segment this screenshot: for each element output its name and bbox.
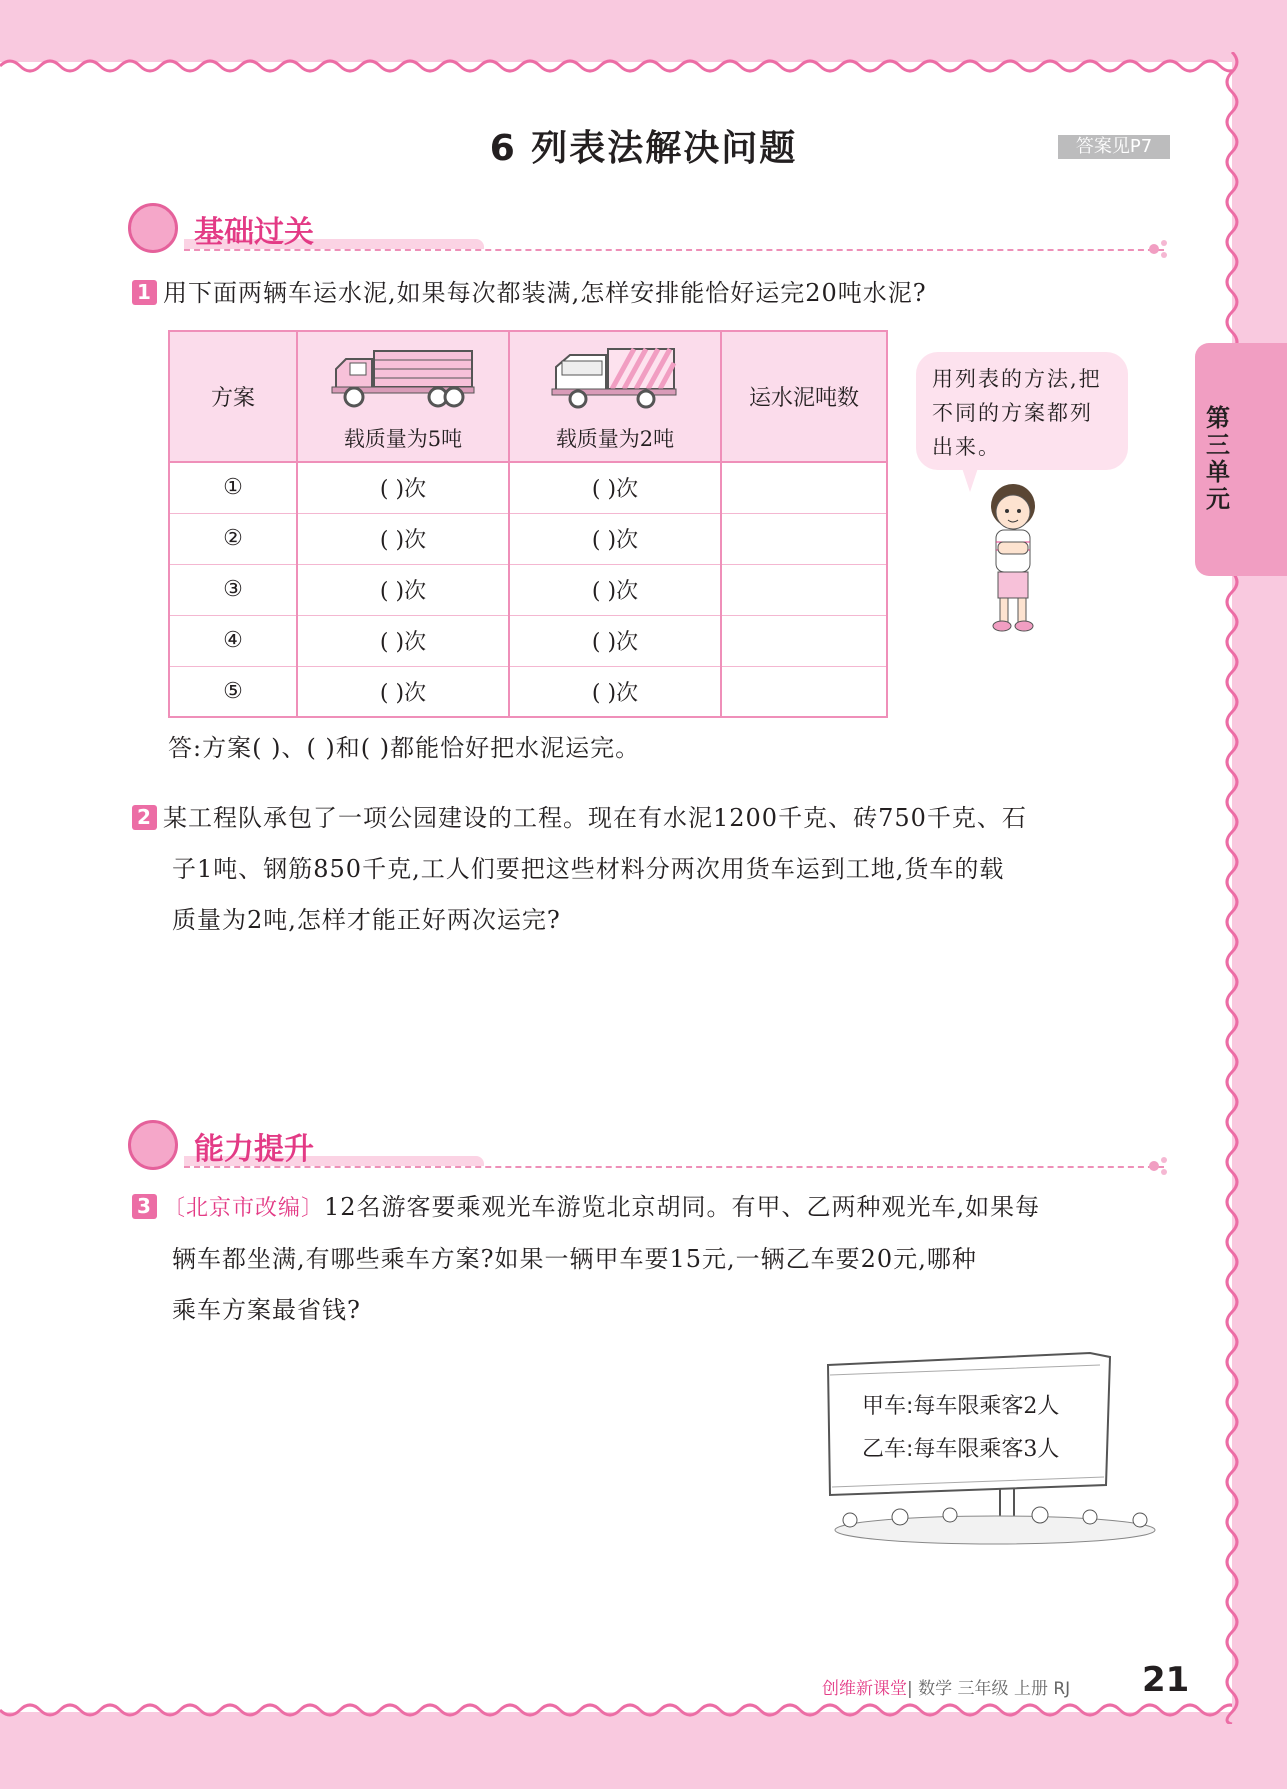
question-text-line2: 子1吨、钢筋850千克,工人们要把这些材料分两次用货车运到工地,货车的载: [172, 855, 1005, 883]
truck-2t-caption: 载质量为2吨: [555, 426, 675, 451]
car-b-value: 每车限乘客3人: [913, 1437, 1060, 1462]
decor-dots-icon: [1148, 1156, 1170, 1176]
truck-5t-trips-blank[interactable]: ( )次: [297, 564, 509, 615]
section-dashed-line: [184, 249, 1164, 251]
section-dashed-line: [184, 1166, 1164, 1168]
plan-number: ④: [169, 615, 297, 666]
section-header-advanced: [128, 1120, 1168, 1174]
question-number: 2: [132, 805, 157, 830]
truck-5t-trips-blank[interactable]: ( )次: [297, 615, 509, 666]
answer-reference-tag: 答案见P7: [1058, 135, 1170, 159]
tons-blank[interactable]: [721, 513, 887, 564]
plan-number: ①: [169, 462, 297, 513]
footer: [822, 1674, 1070, 1699]
tons-blank[interactable]: [721, 615, 887, 666]
unit-side-tab-label: 第三单元: [1206, 404, 1230, 513]
wavy-border-top: [0, 52, 1232, 76]
question-number: 3: [132, 1194, 157, 1219]
page-title: 6 列表法解决问题: [489, 128, 798, 169]
truck-2t-trips-blank[interactable]: ( )次: [509, 564, 721, 615]
wavy-border-bottom: [0, 1700, 1232, 1724]
plan-number: ⑤: [169, 666, 297, 717]
question-text-line3: 乘车方案最省钱?: [172, 1296, 361, 1324]
section-label: 基础过关: [194, 215, 314, 250]
header-truck-5t: [297, 331, 509, 462]
table-row: [169, 615, 887, 666]
truck-2t-trips-blank[interactable]: ( )次: [509, 615, 721, 666]
footer-info: | 数学 三年级 上册 RJ: [907, 1679, 1071, 1699]
header-plan: 方案: [169, 331, 297, 462]
truck-2t-trips-blank[interactable]: ( )次: [509, 513, 721, 564]
table-row: [169, 462, 887, 513]
car-b-key: 乙车:: [862, 1437, 914, 1462]
plan-number: ③: [169, 564, 297, 615]
question-text-line1: 12名游客要乘观光车游览北京胡同。有甲、乙两种观光车,如果每: [324, 1193, 1041, 1221]
question-text-line3: 质量为2吨,怎样才能正好两次运完?: [172, 906, 561, 934]
question-text-line1: 某工程队承包了一项公园建设的工程。现在有水泥1200千克、砖750千克、石: [163, 804, 1027, 832]
truck-5t-caption: 载质量为5吨: [343, 426, 463, 451]
plan-number: ②: [169, 513, 297, 564]
speech-bubble: 用列表的方法,把不同的方案都列出来。: [916, 352, 1128, 470]
decor-dots-icon: [1148, 239, 1170, 259]
question-2: [132, 793, 1172, 946]
signboard-text: [862, 1385, 1059, 1471]
section-label: 能力提升: [194, 1132, 314, 1167]
table-row: [169, 564, 887, 615]
speech-bubble-tail: [960, 462, 980, 492]
tons-blank[interactable]: [721, 564, 887, 615]
car-a-value: 每车限乘客2人: [913, 1394, 1060, 1419]
question-text: 用下面两辆车运水泥,如果每次都装满,怎样安排能恰好运完20吨水泥?: [163, 279, 927, 307]
question-3: [132, 1182, 1172, 1336]
header-tons: 运水泥吨数: [721, 331, 887, 462]
truck-5t-trips-blank[interactable]: ( )次: [297, 513, 509, 564]
truck-5t-icon: [328, 341, 478, 411]
header-truck-2t: [509, 331, 721, 462]
question-number: 1: [132, 280, 157, 305]
question-source: 〔北京市改编〕: [163, 1196, 325, 1221]
girl-avatar-icon: [128, 203, 178, 253]
section-header-basic: [128, 203, 1168, 257]
q1-answer-line[interactable]: 答:方案( )、( )和( )都能恰好把水泥运完。: [168, 734, 641, 762]
truck-2t-trips-blank[interactable]: ( )次: [509, 666, 721, 717]
car-a-key: 甲车:: [862, 1394, 914, 1419]
truck-2t-trips-blank[interactable]: ( )次: [509, 462, 721, 513]
page-number: 21: [1142, 1660, 1190, 1700]
table-row: [169, 666, 887, 717]
tons-blank[interactable]: [721, 666, 887, 717]
truck-5t-trips-blank[interactable]: ( )次: [297, 462, 509, 513]
plan-table: [168, 330, 888, 718]
wavy-border-right: [1222, 52, 1246, 1724]
boy-character-icon: [978, 480, 1048, 640]
question-text-line2: 辆车都坐满,有哪些乘车方案?如果一辆甲车要15元,一辆乙车要20元,哪种: [172, 1245, 977, 1273]
table-row: [169, 513, 887, 564]
monkey-avatar-icon: [128, 1120, 178, 1170]
footer-brand: 创维新课堂: [822, 1679, 907, 1699]
truck-5t-trips-blank[interactable]: ( )次: [297, 666, 509, 717]
tons-blank[interactable]: [721, 462, 887, 513]
truck-2t-icon: [550, 341, 680, 411]
question-1: [132, 268, 1172, 319]
